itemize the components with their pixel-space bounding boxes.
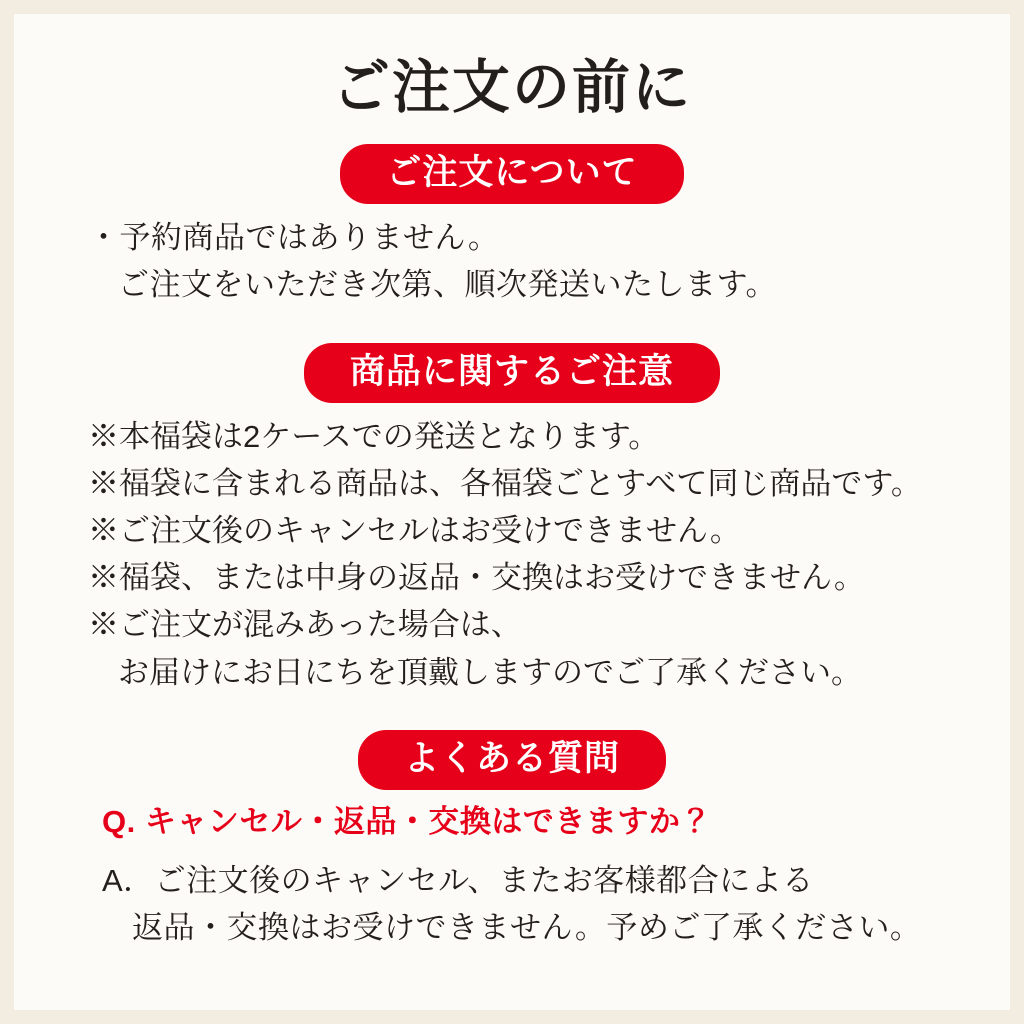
order-info-line-1: ・予約商品ではありません。: [88, 220, 500, 256]
section-badge-order-info: ご注文について: [340, 144, 683, 204]
faq-content: [14, 798, 1010, 951]
section-product-notice: [14, 309, 1010, 696]
product-notice-line-6: お届けにお日にちを頂戴しますのでご了承ください。: [118, 654, 862, 690]
faq-answer-line-1: A．ご注文後のキャンセル、またお客様都合による: [102, 863, 814, 899]
badge-wrap: [358, 740, 666, 779]
product-notice-line-2: ※福袋に含まれる商品は、各福袋ごとすべて同じ商品です。: [88, 466, 922, 502]
badge-wrap: [304, 353, 720, 392]
order-info-lines: [14, 214, 1010, 308]
product-notice-line-1: ※本福袋は2ケースでの発送となります。: [88, 419, 660, 455]
faq-question: Q. キャンセル・返品・交換はできますか？: [102, 804, 712, 840]
faq-answer: [102, 857, 922, 951]
product-notice-line-5: ※ご注文が混みあった場合は、: [88, 607, 522, 643]
section-badge-faq: よくある質問: [358, 730, 666, 790]
badge-wrap: [340, 154, 683, 193]
section-faq: [14, 696, 1010, 952]
order-info-line-2: ご注文をいただき次第、順次発送いたします。: [118, 267, 778, 303]
product-notice-line-4: ※福袋、または中身の返品・交換はお受けできません。: [88, 560, 865, 596]
product-notice-lines: [14, 413, 1010, 696]
product-notice-line-3: ※ご注文後のキャンセルはお受けできません。: [88, 513, 741, 549]
notice-card: [14, 14, 1010, 1010]
page-title: ご注文の前に: [331, 55, 692, 120]
section-badge-product-notice: 商品に関するご注意: [304, 343, 720, 403]
faq-answer-line-2: 返品・交換はお受けできません。予めご了承ください。: [132, 910, 922, 946]
section-order-info: [14, 120, 1010, 309]
